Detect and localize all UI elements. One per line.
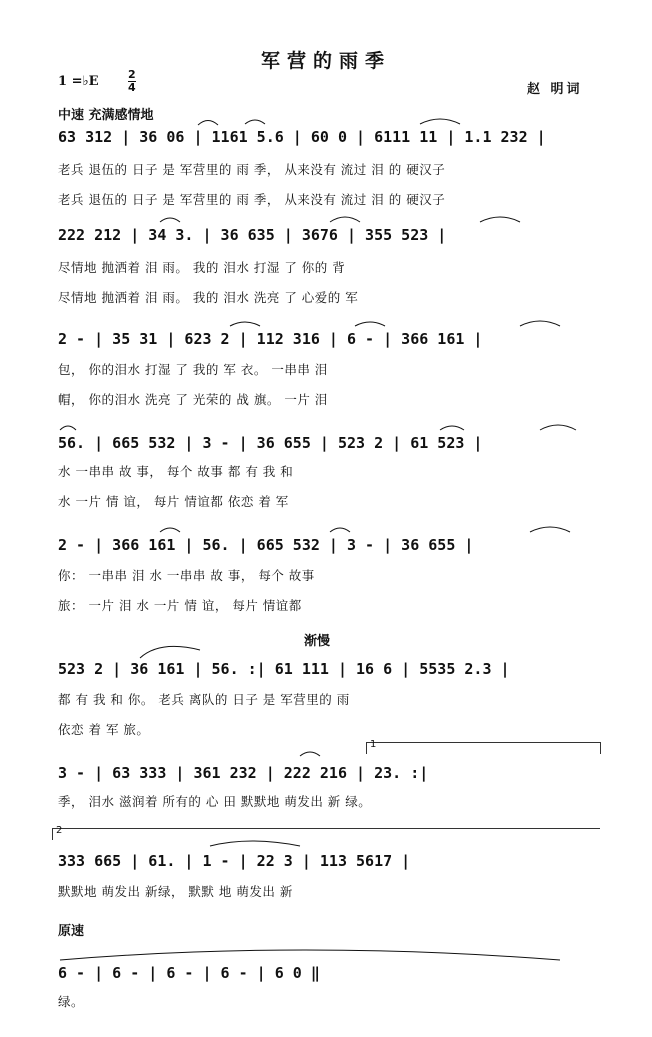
- volta-1-number: 1: [370, 739, 377, 750]
- lyricist-credit: 赵 明词: [527, 82, 583, 97]
- tempo-marking: 中速 充满感情地: [58, 108, 154, 123]
- notation-line-1: 63 312 | 36 06 | 1161 5.6 | 60 0 | 6111 11 | 1.1 232 |: [58, 128, 546, 146]
- lyrics-line-1b: 老兵 退伍的 日子 是 军营里的 雨 季， 从来没有 流过 泪 的 硬汉子: [58, 192, 446, 207]
- lyrics-line-6a: 都 有 我 和 你。 老兵 离队的 日子 是 军营里的 雨: [58, 692, 350, 707]
- lyrics-line-5a: 你： 一串串 泪 水 一串串 故 事， 每个 故事: [58, 568, 315, 583]
- lyrics-line-6b: 依恋 着 军 旅。: [58, 722, 150, 737]
- lyrics-line-4b: 水 一片 情 谊， 每片 情谊都 依恋 着 军: [58, 494, 289, 509]
- notation-line-6: 523 2 | 36 161 | 56. :| 61 111 | 16 6 | 5535 2.3 |: [58, 660, 510, 678]
- lyrics-line-7a: 季， 泪水 滋润着 所有的 心 田 默默地 萌发出 新 绿。: [58, 794, 372, 809]
- notation-line-5: 2 - | 366 161 | 56. | 665 532 | 3 - | 36 655 |: [58, 536, 474, 554]
- lyrics-line-1a: 老兵 退伍的 日子 是 军营里的 雨 季， 从来没有 流过 泪 的 硬汉子: [58, 162, 446, 177]
- volta-2-number: 2: [56, 825, 63, 836]
- notation-line-7: 3 - | 63 333 | 361 232 | 222 216 | 23. :|: [58, 764, 429, 782]
- notation-line-2: 222 212 | 34 3. | 36 635 | 3676 | 355 523 |: [58, 226, 447, 244]
- meter-bottom: 4: [128, 81, 136, 94]
- notation-line-9: 6 - | 6 - | 6 - | 6 - | 6 0 ‖: [58, 964, 320, 982]
- meter-top: 2: [128, 68, 136, 81]
- notation-line-8: 333 665 | 61. | 1 - | 22 3 | 113 5617 |: [58, 852, 411, 870]
- lyrics-line-8a: 默默地 萌发出 新绿， 默默 地 萌发出 新: [58, 884, 293, 899]
- song-title: 军营的雨季: [260, 50, 391, 72]
- a-tempo-marking: 原速: [58, 924, 85, 939]
- key-signature: 1 =♭E: [58, 74, 99, 89]
- lyrics-line-2a: 尽情地 抛洒着 泪 雨。 我的 泪水 打湿 了 你的 背: [58, 260, 346, 275]
- notation-line-3: 2 - | 35 31 | 623 2 | 112 316 | 6 - | 366 161 |: [58, 330, 483, 348]
- notation-line-4: 56. | 665 532 | 3 - | 36 655 | 523 2 | 61 523 |: [58, 434, 483, 452]
- lyrics-line-3a: 包， 你的泪水 打湿 了 我的 军 衣。 一串串 泪: [58, 362, 328, 377]
- lyrics-line-9a: 绿。: [58, 994, 85, 1009]
- lyrics-line-2b: 尽情地 抛洒着 泪 雨。 我的 泪水 洗亮 了 心爱的 军: [58, 290, 359, 305]
- lyrics-line-5b: 旅： 一片 泪 水 一片 情 谊， 每片 情谊都: [58, 598, 302, 613]
- lyrics-line-4a: 水 一串串 故 事， 每个 故事 都 有 我 和: [58, 464, 294, 479]
- ritardando-marking: 渐慢: [304, 634, 331, 649]
- lyrics-line-3b: 帽， 你的泪水 洗亮 了 光荣的 战 旗。 一片 泪: [58, 392, 328, 407]
